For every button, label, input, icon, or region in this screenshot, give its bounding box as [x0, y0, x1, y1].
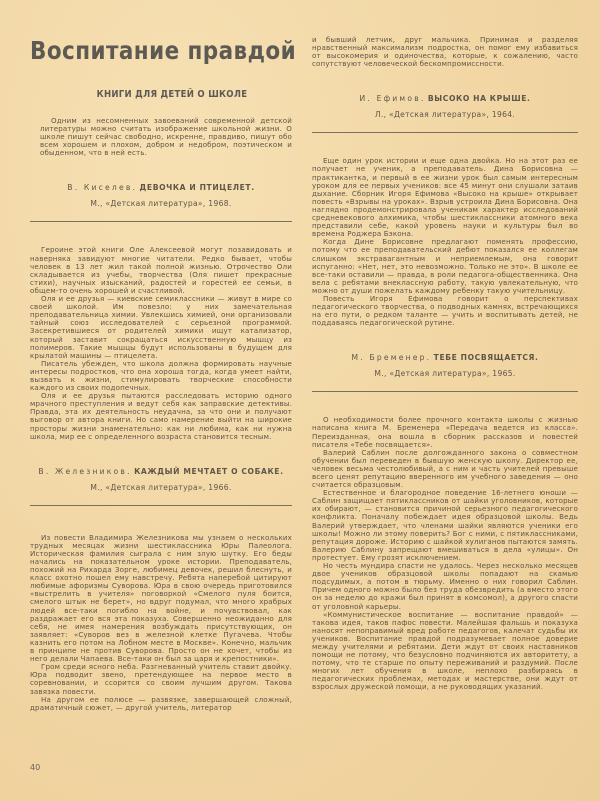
book-reference-kiselev	[30, 183, 292, 209]
book-title: КАЖДЫЙ МЕЧТАЕТ О СОБАКЕ.	[134, 466, 284, 476]
article-subtitle: КНИГИ ДЛЯ ДЕТЕЙ О ШКОЛЕ	[96, 89, 248, 100]
review-paragraph: Оля и ее друзья пытаются расследовать историю одного мрачного преступления и ведут себя как заправские детективы. Правда, эта их деятельность неудачна, за что они и получают выговор от автора книги. Но само намерение выйти на широкие просторы жизни знаменательно: как ни любима, как ни нужна школа, мир ее с определенного возраста становится тесным.	[30, 391, 292, 441]
book-reference-zheleznikov	[30, 467, 292, 493]
review-paragraph: О необходимости более прочного контакта школы с жизнью написана книга М. Бременера «Передача ведется из класса». Переизданная, она вошла в сборник рассказов и повестей писателя «Тебе посвящается».	[312, 415, 578, 449]
book-publisher: Л., «Детская литература», 1964.	[374, 110, 516, 120]
book-reference-bremener	[312, 353, 578, 379]
book-title: ДЕВОЧКА И ПТИЦЕЛЕТ.	[139, 183, 255, 193]
article-title: Воспитание правдой	[30, 36, 297, 65]
book-publisher: М., «Детская литература», 1966.	[90, 482, 232, 492]
review-paragraph: Повесть Игоря Ефимова говорит о перспективах педагогического творчества, о подводных камнях, встречающихся на его пути, о редком таланте — учить и воспитывать детей, не поддаваясь педагогической рутине.	[312, 293, 578, 328]
review-paragraph: Писатель убежден, что школа должна формировать научные интересы подростков, что она хороша тогда, когда умеет найти, вызвать к жизни, стимулировать творческие способности каждого из своих подопечных.	[30, 358, 292, 393]
review-paragraph: Еще один урок истории и еще одна двойка. Но на этот раз ее получает не ученик, а преподаватель. Дина Борисовна — практикантка, и первый в ее жизни урок был самым интересным уроком для ее первых учеников: все 45 минут они слушали затаив дыхание. Сборник Игоря Ефимова «Высоко на крыше» открывает повесть «Взрывы на уроках». Взрыв устроила Дина Борисовна. Она наглядно продемонстрировала ученикам характер исследований средневекового алхимика, чтобы шестиклассники атомного века представили себе, какой уровень науки и культуры был во времена Роджера Бэкона.	[312, 156, 578, 239]
review-paragraph: «Коммунистическое воспитание — воспитание правдой» — такова идея, таков пафос повести. Малейшая фальшь и показуха наносят непоправимый вред работе педагогов, калечат судьбы их учеников. Воспитание правдой подразумевает полное доверие между учителями и ребятами. Дети ждут от своих наставников помощи не потому, что безусловно подчиняются их авторитету, а потому, что те старше по опыту переживаний и раздумий. После многих лет обучения в школе, неплохо разбираясь в педагогических проблемах, методах и мастерстве, они ждут от взрослых дружеской помощи, а не руководящих указаний.	[312, 609, 578, 692]
review-paragraph: Оля и ее друзья — киевские семиклассники — живут в мире со своей школой. Им повезло: у них замечательная преподавательница химии. Увлекшись химией, они организовали тайный союз исследователей с серьезной программой. Засекретившиеся от родителей химики ищут катализатор, который заставит сокращаться искусственную мышцу из полимеров. Такие мышцы будут использованы в будущем для крылатой машины — птицелета.	[30, 294, 292, 360]
book-reference-efimov	[312, 94, 578, 120]
review-paragraph: Когда Дине Борисовне предлагают поменять профессию, потому что ее преподавательский дебют показался ее коллегам слишком экстравагантным и неприемлемым, она говорит испуганно: «Нет, нет, это невозможно. Только не это». В школе ее все-таки оставили — правда, в роли педагога-общественника. Она вела с ребятами внеклассную работу, такую увлекательную, что можно от души пожелать каждому ребенку такую учительницу.	[312, 237, 578, 295]
book-title: ТЕБЕ ПОСВЯЩАЕТСЯ.	[433, 353, 539, 363]
intro-paragraph: Одним из несомненных завоеваний современной детской литературы можно считать изображение школьной жизни. О школе пишут сейчас свободно, искренне, правдиво, пишут обо всем хорошем и плохом, добром и недобром, поэтическом и обыденном, что в ней есть.	[40, 116, 292, 158]
review-paragraph: Естественное и благородное поведение 16-летнего юноши — Саблин защищает пятиклассников от шайки уголовников, которые их обирают, — становится причиной серьезного педагогического конфликта. Поначалу побеждает идея образцовой школы. Ведь Валерий утверждает, что членами шайки являются ученики его школы! Можно ли этому поверить? Бог с ними, с пятиклассниками, репутация дороже. Историю с шайкой хулиганов пытаются замять. Валерию Саблину запрещают вмешиваться в дела «улицы». Он протестует. Ему грозят исключением.	[312, 488, 578, 562]
review-paragraph: Героине этой книги Оле Алексеевой могут позавидовать и наверняка завидуют многие читатели. Редко бывает, чтобы человек в 13 лет жил такой полной жизнью. Отрочество Оли складывается из учебы, творчества (Оля пишет прекрасные стихи), научных изысканий, радостей и горестей ее семьи, в общем-то очень хорошей и счастливой.	[30, 245, 292, 295]
book-author: М. Бременер.	[351, 353, 432, 363]
continuation-paragraph: и бывший летчик, друг мальчика. Принимая и разделяя нравственный максимализм подростка, он помог ему избавиться от высокомерия и одиночества, которые, к сожалению, часто сопутствуют человеческой бескомпромиссности.	[312, 35, 578, 69]
review-paragraph: На другом ее полюсе — развязке, завершающей сложный, драматичный сюжет, — другой учитель, литератор	[30, 694, 292, 712]
review-paragraph: Гром среди ясного неба. Разгневанный учитель ставит двойку. Юра подводит звено, претендующее на первое место в соревновании, и ссорится со своим лучшим другом. Такова завязка повести.	[30, 662, 292, 696]
left-column	[30, 30, 297, 712]
page-number: 40	[30, 763, 41, 772]
book-title: ВЫСОКО НА КРЫШЕ.	[427, 94, 531, 104]
book-publisher: М., «Детская литература», 1965.	[374, 369, 516, 379]
book-author: И. Ефимов.	[359, 94, 426, 104]
review-paragraph: Валерий Саблин после долгожданного закона о совместном обучении был переведен в бывшую женскую школу. Директор ее, человек весьма честолюбивый, а с ним и часть учителей превыше всего ценят репутацию вверенного им учебного заведения — оно считается образцовым.	[312, 447, 578, 490]
review-paragraph: Из повести Владимира Железникова мы узнаем о нескольких трудных месяцах жизни шестиклассника Юры Палеолога. Историческая фамилия сыграла с ним злую шутку. Его беды начались на показательном уроке истории. Преподаватель, похожий на Рихарда Зорге, любимец девочек, решил блеснуть, и класс охотно пошел ему навстречу. Ребята наперебой цитируют любимые афоризмы Суворова. Юра в свою очередь приготовился «выстрелить в учителя» поговоркой «Смелого пуля боится, смелого штык не берет», но вдруг подумал, что много храбрых людей все-таки погибло на войне, и почувствовал, как раздражает его вся эта показуха. Совершенно неожиданно для себя, не имея намерения возбуждать присутствующих, он заявляет: «Суворов вез в железной клетке Пугачева. Чтобы казнить его потом на Лобном месте в Москве». Конечно, мальчик в принципе не против Суворова. Просто он не хочет, чтобы из него делали Чапаева. Все-таки он был за царя и крепостники».	[30, 532, 292, 664]
right-column	[312, 30, 578, 692]
book-author: В. Киселев.	[67, 183, 138, 193]
book-author: В. Железников.	[38, 466, 132, 476]
review-paragraph: Но честь мундира спасти не удалось. Через несколько месяцев двое учеников образцовой школы попадают на скамью подсудимых, а потом в тюрьму. Именно о них говорил Саблин. Причем одного можно было без труда обезвредить (а вместо этого он за неделю до кражи был принят в комсомол), а другого спасти от уголовной карьеры.	[312, 561, 578, 611]
book-publisher: М., «Детская литература», 1968.	[90, 199, 232, 209]
